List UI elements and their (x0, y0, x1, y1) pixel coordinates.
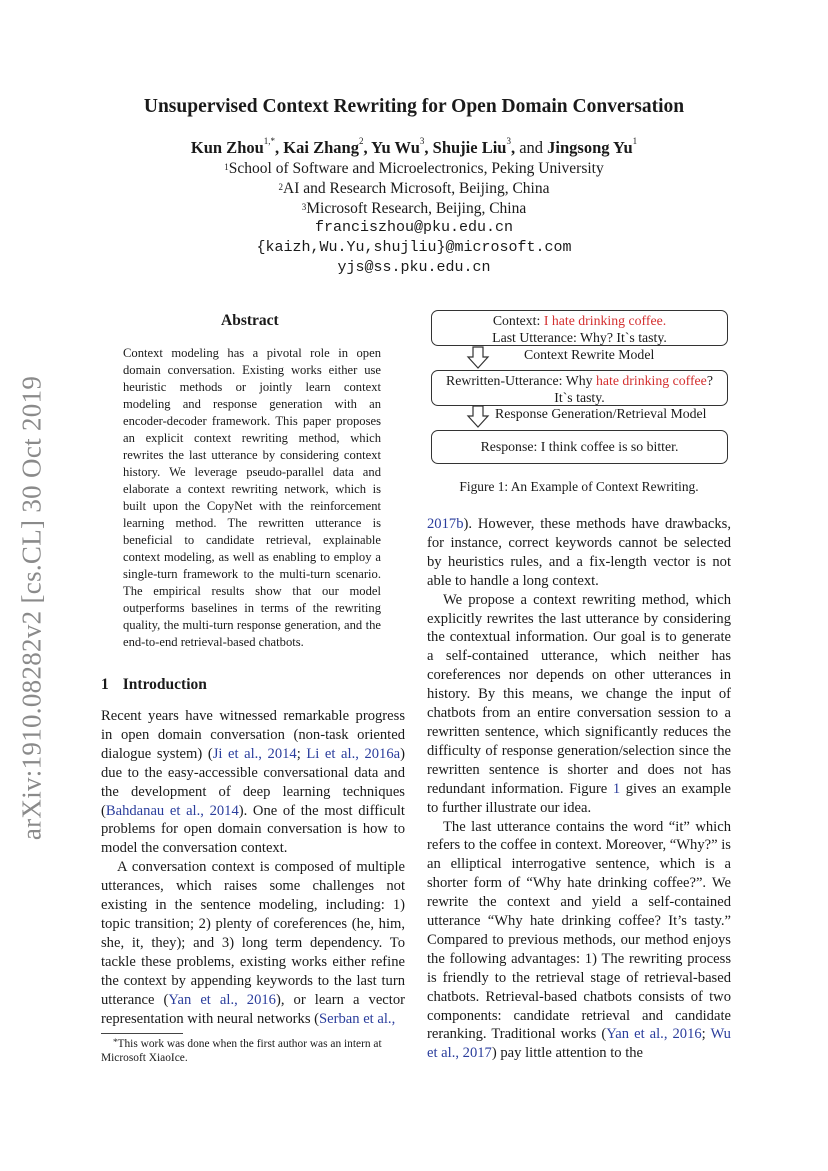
footnote: *This work was done when the first author was an intern at Microsoft XiaoIce. (101, 1037, 382, 1064)
response-box: Response: I think coffee is so bitter. (431, 430, 728, 464)
citation-link[interactable]: Wu et al., 2017 (427, 1026, 731, 1062)
citation-link[interactable]: Ji et al., 2014 (212, 745, 297, 762)
paragraph: The last utterance contains the word “it” which refers to the coffee in context. Moreover, “Why?” is an elliptical interrogative sentence, which is a shorter form of “Why hate drinking coffee?”. We rewrite the context and yield a self-contained utterance “Why hate drinking coffee? It’s tasty.” Compared to previous methods, our method enjoys the following advantages: 1) The rewriting process is friendly to the retrieval stage of retrieval-based chatbots. Retrieval-based chatbots consists of two components: candidate retrieval and candidate reranking. Traditional works (Yan et al., 2016; Wu et al., 2017) pay little attention to the (427, 818, 731, 1062)
affiliation: $^2$AI and Research Microsoft, Beijing, China (278, 180, 550, 197)
rewrite-model-label: Context Rewrite Model (524, 347, 655, 362)
paragraph: A conversation context is composed of multiple utterances, which raises some challenges not existing in the sentence modeling, including: 1) topic transition; 2) plenty of coreferences (he, him, she, it, they); and 3) long term dependency. To tackle these problems, existing works either refine the context by appending keywords to the last turn utterance (Yan et al., 2016), or learn a vector representation with neural networks (Serban et al., (101, 859, 405, 1027)
affiliation: $^3$Microsoft Research, Beijing, China (301, 200, 527, 217)
author-conjunction: and (519, 138, 544, 157)
left-column (101, 707, 405, 1028)
arxiv-id: arXiv:1910.08282v2 [cs.CL] 30 Oct 2019 (16, 375, 47, 841)
citation-link[interactable]: Yan et al., 2016 (606, 1026, 702, 1043)
abstract-heading: Abstract (221, 312, 279, 329)
affiliation: $^1$School of Software and Microelectronics, Peking University (224, 160, 604, 177)
abstract-text: Context modeling has a pivotal role in open domain conversation. Existing works either use heuristic methods or jointly learn context modeling and response generation with an encoder-decoder framework. This paper proposes an explicit context rewriting method, which rewrites the last utterance by considering context history. We leverage pseudo-parallel data and elaborate a context rewriting network, which is built upon the CopyNet with the reinforcement learning method. The rewritten utterance is beneficial to candidate retrieval, explainable context modeling, as well as enabling to employ a single-turn framework to the multi-turn scenario. The empirical results show that our model outperforms baselines in terms of the rewriting quality, the multi-turn response generation, and the end-to-end retrieval-based chatbots. (123, 346, 381, 649)
citation-link[interactable]: 2017b (427, 516, 464, 532)
paper-title: Unsupervised Context Rewriting for Open Domain Conversation (143, 96, 685, 117)
arxiv-sidebar (6, 368, 58, 848)
paragraph: We propose a context rewriting method, which explicitly rewrites the last utterance by considering the contextual information. Our goal is to generate a self-contained utterance, which neither has coreferences nor depends on other utterances in history. By this means, we change the input of chatbots from an entire conversation session to a rewritten sentence, which significantly reduces the difficulty of response generation/selection since the rewritten sentence is shorter and does not has redundant information. Figure 1 gives an example to further illustrate our idea. (427, 591, 731, 816)
email[interactable]: {kaizh,Wu.Yu,shujliu}@microsoft.com (256, 239, 572, 256)
figure-ref-link[interactable]: 1 (612, 780, 621, 797)
rewritten-box: Rewritten-Utterance: Why hate drinking coffee? It`s tasty. (431, 370, 728, 406)
author-name: Kun Zhou (190, 138, 264, 157)
author-name: Jingsong Yu (547, 138, 633, 157)
citation-link[interactable]: Bahdanau et al., 2014 (105, 802, 239, 819)
author-name: Kai Zhang (283, 138, 359, 157)
context-highlight: I hate drinking coffee. (543, 313, 667, 328)
abstract-body (123, 345, 381, 651)
email[interactable]: franciszhou@pku.edu.cn (314, 219, 514, 236)
author-name: Shujie Liu (432, 138, 507, 157)
paragraph: 2017b). However, these methods have drawbacks, for instance, correct keywords cannot be selected by heuristics rules, and a fix-length vector is not able to handle a long context. (427, 516, 731, 589)
context-box: Context: I hate drinking coffee. Last Utterance: Why? It`s tasty. (431, 310, 728, 346)
down-arrow-icon (466, 405, 490, 429)
rewritten-highlight: hate drinking coffee (595, 373, 707, 388)
author-name: Yu Wu (371, 138, 420, 157)
citation-link[interactable]: Serban et al., (319, 1010, 396, 1027)
figure-caption: Figure 1: An Example of Context Rewriting. (459, 479, 699, 494)
email[interactable]: yjs@ss.pku.edu.cn (337, 259, 491, 276)
footnote-rule (101, 1033, 183, 1034)
citation-link[interactable]: Yan et al., 2016 (168, 991, 276, 1008)
right-column (427, 515, 731, 1063)
author-line: Kun Zhou$^{1,*}$, Kai Zhang$^2$, Yu Wu$^3$, Shujie Liu$^3$, and Jingsong Yu$^1$ (190, 136, 638, 157)
citation-link[interactable]: Li et al., 2016a (306, 745, 401, 762)
paragraph: Recent years have witnessed remarkable progress in open domain conversation (non-task oriented dialogue system) (Ji et al., 2014; Li et al., 2016a) due to the easy-accessible conversational data and the development of deep learning techniques (Bahdanau et al., 2014). One of the most difficult problems for open domain conversation is how to model the conversation context. (101, 708, 405, 857)
section-heading: 1 Introduction (101, 676, 207, 693)
response-model-label: Response Generation/Retrieval Model (495, 406, 707, 421)
down-arrow-icon (466, 346, 490, 370)
